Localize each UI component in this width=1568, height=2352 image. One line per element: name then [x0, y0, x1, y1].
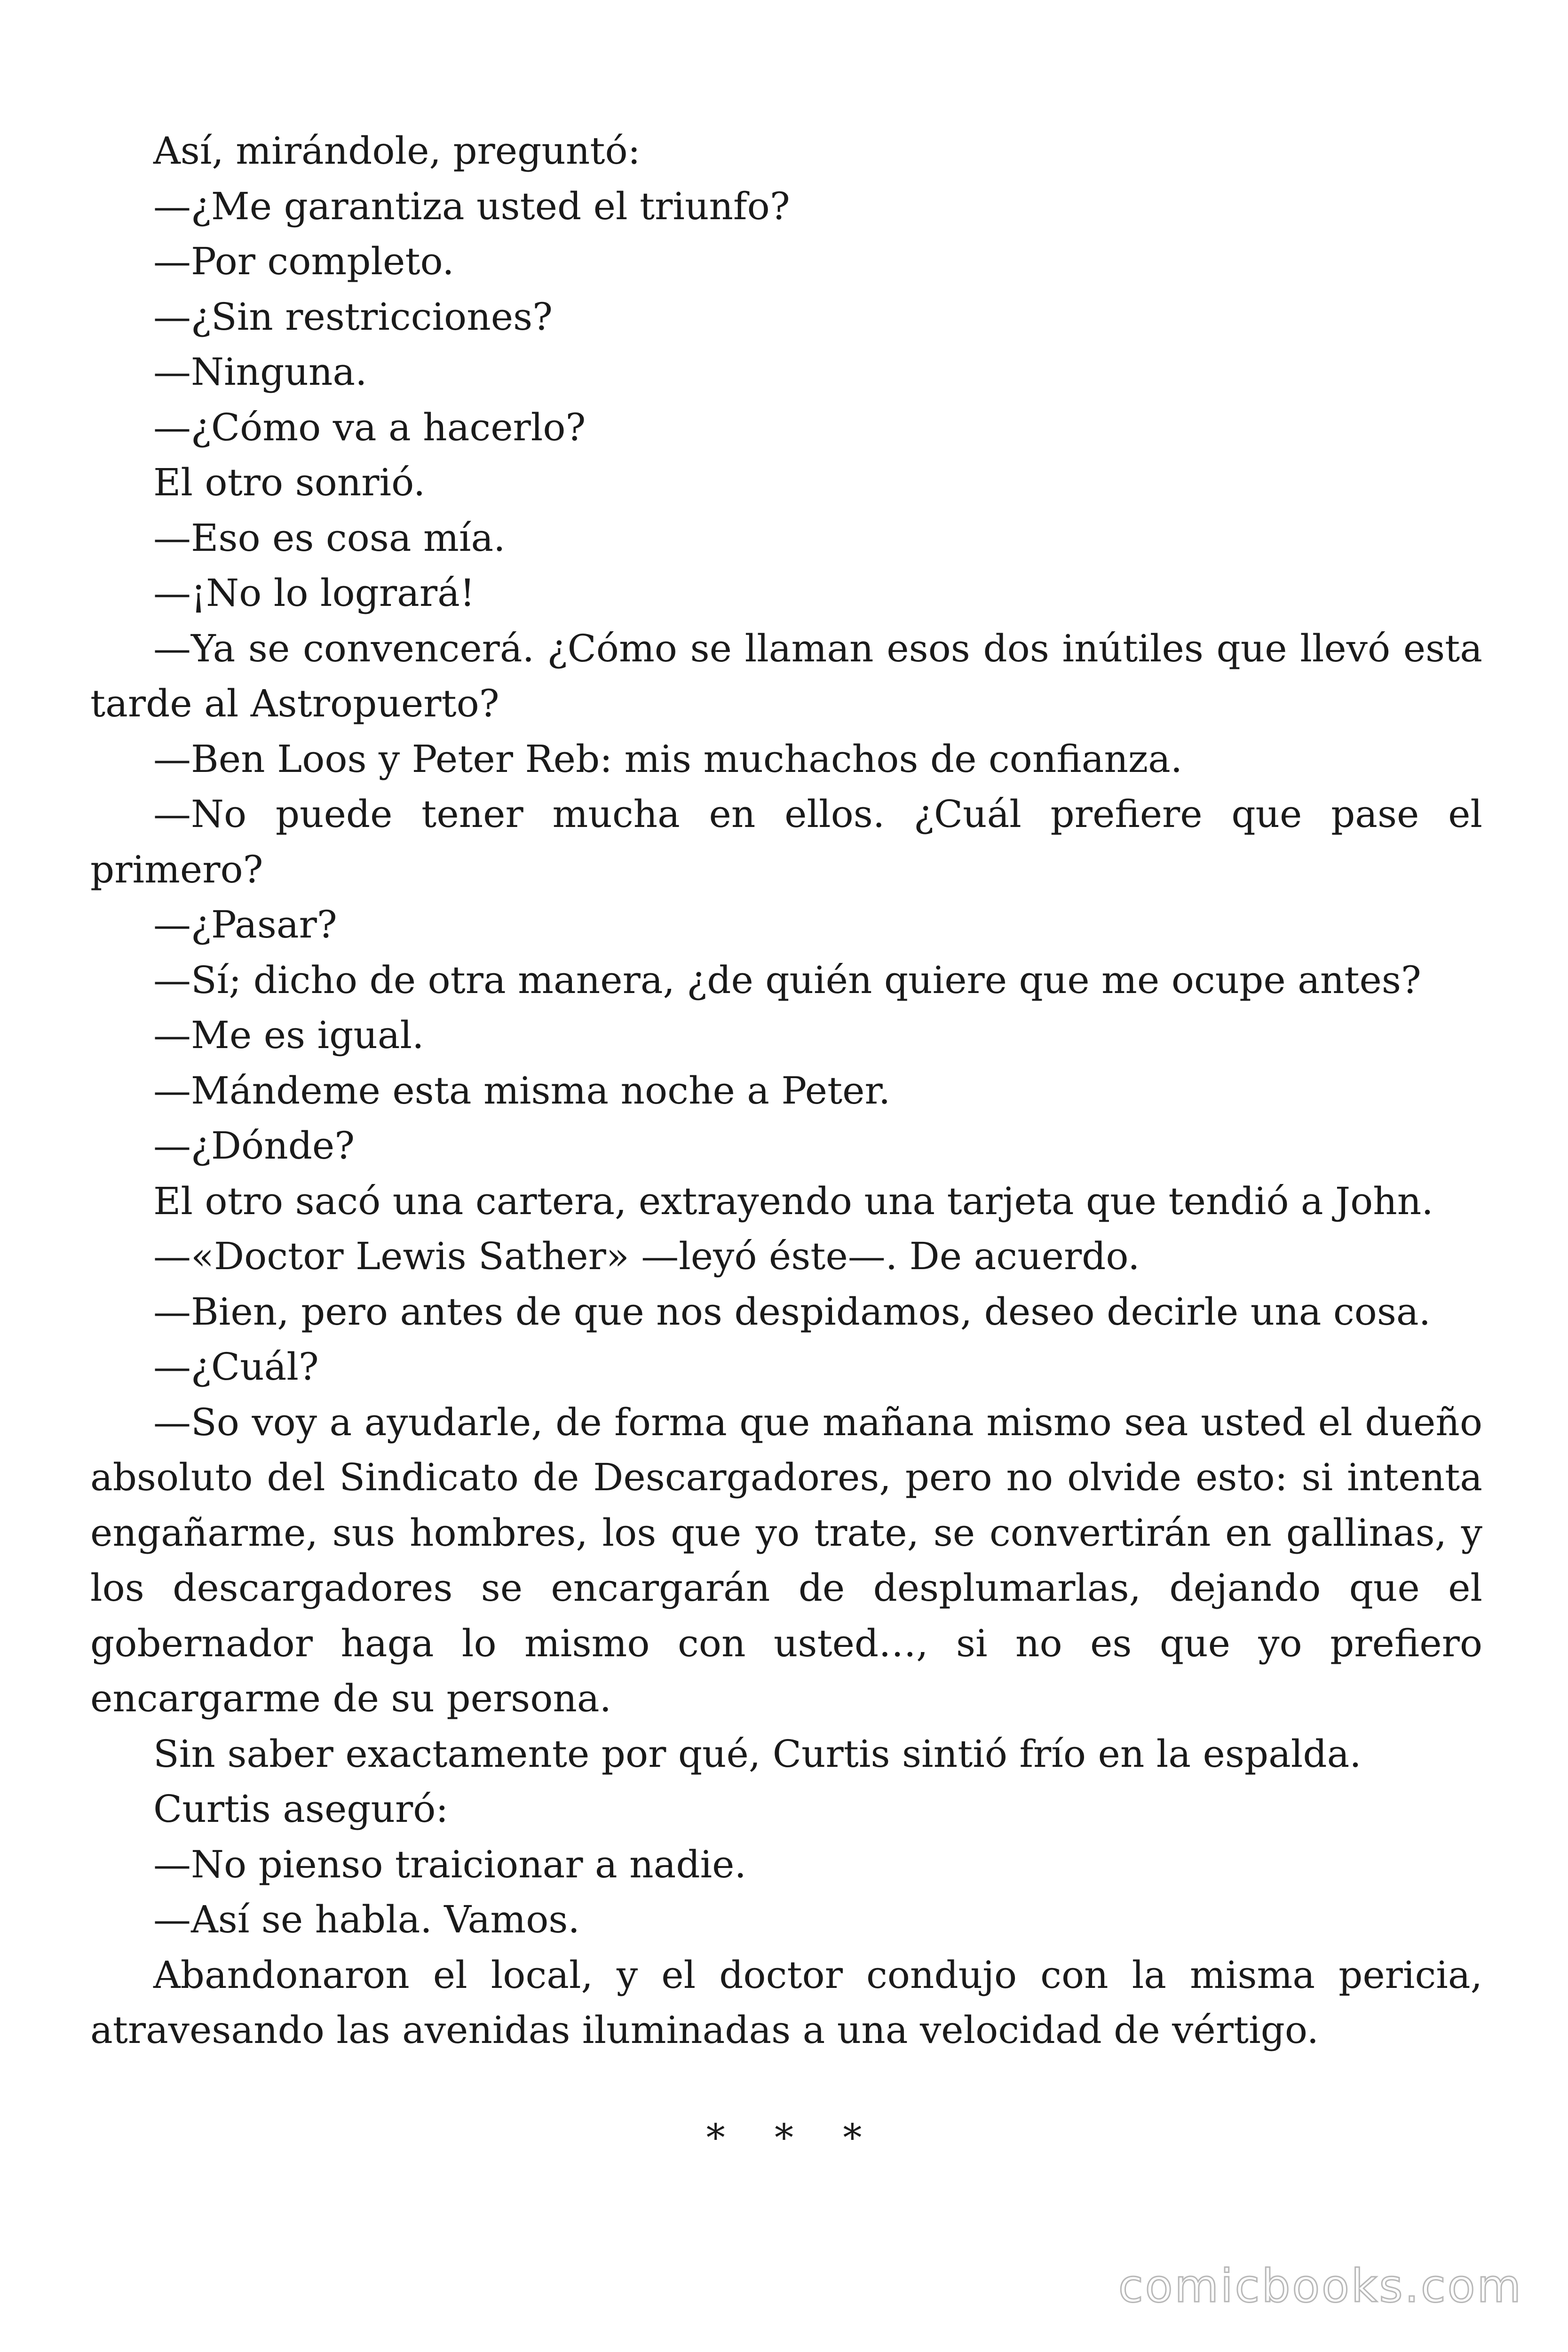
watermark: comicbooks.com [1118, 2260, 1523, 2312]
paragraph: —¿Cómo va a hacerlo? [153, 405, 586, 449]
paragraph: —Ben Loos y Peter Reb: mis muchachos de confianza. [153, 737, 1183, 781]
paragraph: —Mándeme esta misma noche a Peter. [153, 1068, 891, 1112]
paragraph: Curtis aseguró: [153, 1787, 449, 1831]
paragraph: —¡No lo logrará! [153, 571, 475, 615]
body-text [90, 123, 1482, 2058]
paragraph: —¿Cuál? [153, 1345, 319, 1389]
paragraph: —¿Me garantiza usted el triunfo? [153, 184, 790, 228]
paragraph: Así, mirándole, preguntó: [153, 129, 641, 173]
paragraph: El otro sonrió. [153, 461, 426, 504]
paragraph: —Así se habla. Vamos. [153, 1898, 580, 1941]
paragraph: Abandonaron el local, y el doctor condujo con la misma pericia, atravesando las avenidas iluminadas a una velocidad de vértigo. [90, 1953, 1482, 2052]
paragraph: —No pienso traicionar a nadie. [153, 1842, 746, 1886]
paragraph: —Me es igual. [153, 1013, 424, 1057]
paragraph: —Bien, pero antes de que nos despidamos, deseo decirle una cosa. [153, 1289, 1431, 1334]
paragraph: —Sí; dicho de otra manera, ¿de quién quiere que me ocupe antes? [153, 958, 1421, 1002]
paragraph: —Ninguna. [153, 350, 367, 394]
paragraph: Sin saber exactamente por qué, Curtis sintió frío en la espalda. [153, 1732, 1362, 1776]
paragraph: —Ya se convencerá. ¿Cómo se llaman esos dos inútiles que llevó esta tarde al Astropuerto? [90, 626, 1482, 725]
paragraph: —No puede tener mucha en ellos. ¿Cuál prefiere que pase el primero? [90, 792, 1482, 891]
paragraph: —«Doctor Lewis Sather» —leyó éste—. De acuerdo. [153, 1234, 1140, 1278]
paragraph: —¿Sin restricciones? [153, 294, 553, 339]
paragraph: —¿Pasar? [153, 903, 337, 946]
section-separator: * * * [706, 2116, 881, 2160]
paragraph: El otro sacó una cartera, extrayendo una tarjeta que tendió a John. [153, 1179, 1433, 1223]
paragraph: —¿Dónde? [153, 1124, 355, 1168]
paragraph: —Por completo. [153, 239, 454, 283]
paragraph: —So voy a ayudarle, de forma que mañana mismo sea usted el dueño absoluto del Sindicato de Descargadores, pero no olvide esto: si intenta engañarme, sus hombres, los que yo trate, se convertirán en gallinas, y los descargadores se encargarán de desplumarlas, dejando que el gobernador haga lo mismo con usted…, si no es que yo prefiero encargarme de su persona. [90, 1400, 1482, 1720]
paragraph: —Eso es cosa mía. [153, 516, 506, 560]
